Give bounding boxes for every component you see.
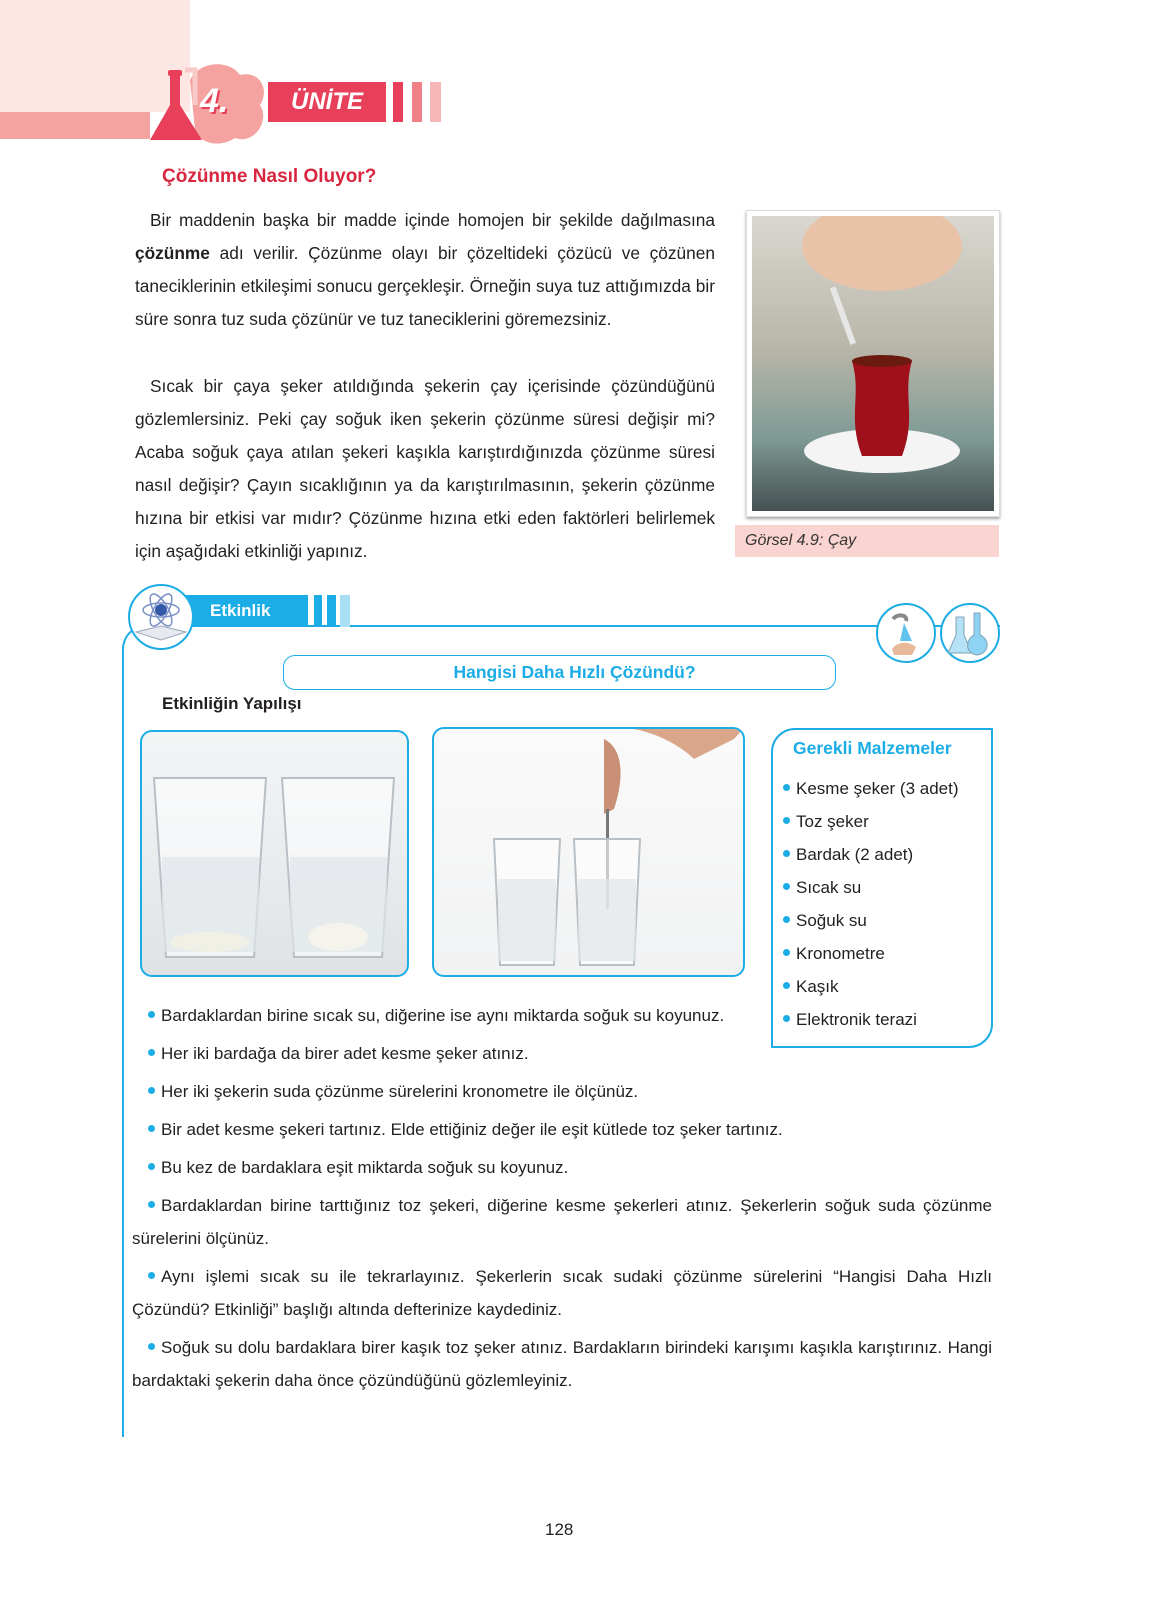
unit-label: ÜNİTE — [291, 88, 363, 115]
bullet-icon — [783, 850, 790, 857]
two-glasses-photo — [140, 730, 409, 977]
bullet-icon — [148, 1272, 155, 1279]
decor-bar — [393, 82, 403, 122]
materials-heading: Gerekli Malzemeler — [793, 738, 952, 758]
section-title: Çözünme Nasıl Oluyor? — [162, 166, 377, 187]
unit-number: 4. — [200, 82, 229, 120]
step-item — [132, 999, 742, 1032]
material-item — [783, 772, 959, 805]
bullet-icon — [148, 1201, 155, 1208]
question-paragraph — [135, 370, 715, 568]
step-text: Her iki bardağa da birer adet kesme şeker atınız. — [161, 1044, 529, 1063]
paragraph-text: Bir maddenin başka bir madde içinde homojen bir şekilde dağılmasına — [150, 210, 715, 230]
decor-bar — [430, 82, 441, 122]
decor-bar — [314, 595, 322, 627]
step-item — [132, 1331, 992, 1397]
bullet-icon — [783, 949, 790, 956]
material-item — [783, 871, 959, 904]
material-item — [783, 838, 959, 871]
material-label: Sıcak su — [796, 878, 862, 897]
material-label: Soğuk su — [796, 911, 867, 930]
atom-book-icon — [128, 584, 194, 650]
intro-paragraph — [135, 204, 715, 336]
caption-text: Görsel 4.9: Çay — [745, 532, 857, 549]
material-label: Kronometre — [796, 944, 885, 963]
step-text: Bu kez de bardaklara eşit miktarda soğuk su koyunuz. — [161, 1158, 569, 1177]
material-label: Kaşık — [796, 977, 839, 996]
activity-header — [178, 595, 308, 627]
materials-list — [783, 772, 959, 1036]
bullet-icon — [148, 1163, 155, 1170]
material-label: Toz şeker — [796, 812, 869, 831]
header-decoration-strip — [0, 112, 150, 139]
decor-bar — [340, 595, 350, 627]
bullet-icon — [148, 1125, 155, 1132]
material-label: Kesme şeker (3 adet) — [796, 779, 959, 798]
activity-label: Etkinlik — [210, 601, 271, 620]
unit-label-badge — [268, 82, 386, 122]
bullet-icon — [783, 817, 790, 824]
bullet-icon — [783, 784, 790, 791]
bullet-icon — [148, 1011, 155, 1018]
tea-photo — [746, 210, 1000, 517]
step-item — [132, 1113, 992, 1146]
step-item — [132, 1075, 992, 1108]
activity-steps — [132, 999, 992, 1402]
bullet-icon — [148, 1087, 155, 1094]
material-label: Elektronik terazi — [796, 1010, 917, 1029]
step-text: Bardaklardan birine sıcak su, diğerine ise aynı miktarda soğuk su koyunuz. — [161, 1006, 725, 1025]
flasks-icon — [940, 603, 1000, 663]
step-item — [132, 1151, 992, 1184]
step-text: Bir adet kesme şekeri tartınız. Elde ettiğiniz değer ile eşit kütlede toz şeker tartınız. — [161, 1120, 783, 1139]
step-text: Bardaklardan birine tarttığınız toz şekeri, diğerine kesme şekerleri atınız. Şekerlerin soğuk suda çözünme sürelerini ölçünüz. — [132, 1196, 992, 1248]
step-item — [132, 1260, 992, 1326]
bullet-icon — [783, 982, 790, 989]
decor-bar — [412, 82, 422, 122]
stirring-glasses-photo — [432, 727, 745, 977]
step-item — [132, 1037, 992, 1070]
material-item — [783, 805, 959, 838]
material-item — [783, 904, 959, 937]
hand-washing-icon — [876, 603, 936, 663]
step-text: Her iki şekerin suda çözünme sürelerini kronometre ile ölçünüz. — [161, 1082, 639, 1101]
bullet-icon — [783, 883, 790, 890]
paragraph-text: adı verilir. Çözünme olayı bir çözeltideki çözücü ve çözünen taneciklerinin etkileşimi sonucu gerçekleşir. Örneğin suya tuz attığımızda bir süre sonra tuz suda çözünür ve tuz taneciklerini göremezsiniz. — [135, 243, 715, 329]
step-item — [132, 1189, 992, 1255]
bold-term: çözünme — [135, 243, 210, 263]
material-label: Bardak (2 adet) — [796, 845, 914, 864]
paragraph-text: Sıcak bir çaya şeker atıldığında şekerin çay içerisinde çözündüğünü gözlemlersiniz. Peki çay soğuk iken şekerin çözünme süresi değişir mi? Acaba soğuk çaya atılan şekeri kaşıkla karıştırdığınızda çözünme süresi nasıl değişir? Çayın sıcaklığının ya da karıştırılmasının, şekerin çözünme hızına bir etkisi var mıdır? Çözünme hızına etki eden faktörleri belirlemek için aşağıdaki etkinliği yapınız. — [135, 376, 715, 561]
activity-title-box — [283, 655, 836, 690]
activity-title: Hangisi Daha Hızlı Çözündü? — [453, 662, 696, 682]
decor-bar — [327, 595, 336, 627]
bullet-icon — [783, 916, 790, 923]
page-number: 128 — [545, 1520, 574, 1539]
bullet-icon — [148, 1343, 155, 1350]
figure-caption — [735, 525, 999, 557]
step-text: Soğuk su dolu bardaklara birer kaşık toz şeker atınız. Bardakların birindeki karışımı kaşıkla karıştırınız. Hangi bardaktaki şekerin daha önce çözündüğünü gözlemleyiniz. — [132, 1338, 992, 1390]
bullet-icon — [148, 1049, 155, 1056]
procedure-heading: Etkinliğin Yapılışı — [162, 694, 302, 713]
material-item — [783, 937, 959, 970]
tea-glass-illustration — [752, 216, 994, 511]
step-text: Aynı işlemi sıcak su ile tekrarlayınız. Şekerlerin sıcak sudaki çözünme sürelerini “Hangisi Daha Hızlı Çözündü? Etkinliği” başlığı altında defterinize kaydediniz. — [132, 1267, 992, 1319]
